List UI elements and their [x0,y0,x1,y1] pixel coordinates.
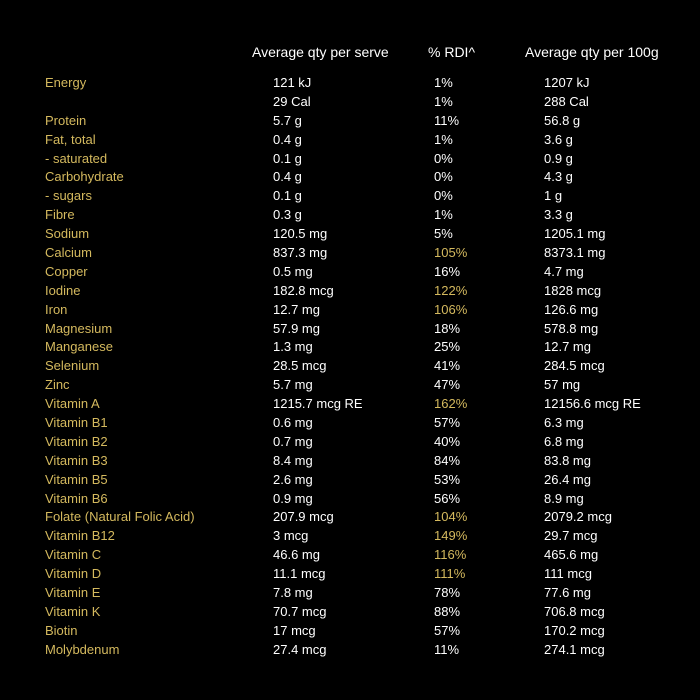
per-100g-value: 578.8 mg [544,320,599,336]
per-serve-value: 2.6 mg [273,471,313,487]
nutrient-name: Vitamin B12 [45,528,115,544]
nutrient-name: Copper [45,263,88,279]
table-row [0,112,700,131]
table-row [0,131,700,150]
rdi-value: 11% [434,112,460,128]
nutrient-name: Vitamin B6 [45,490,108,506]
nutrient-name: - saturated [45,150,108,166]
table-row [0,263,700,282]
table-row [0,641,700,660]
table-row [0,244,700,263]
table-row [0,168,700,187]
per-100g-value: 284.5 mcg [544,358,605,374]
rdi-value: 78% [434,585,461,601]
nutrient-name: Manganese [45,339,113,355]
table-row [0,546,700,565]
per-serve-value: 46.6 mg [273,547,320,563]
table-row [0,74,700,93]
per-100g-value: 26.4 mg [544,471,591,487]
table-row [0,320,700,339]
table-row [0,395,700,414]
per-100g-value: 77.6 mg [544,585,591,601]
per-serve-value: 0.4 g [273,131,302,147]
table-row [0,376,700,395]
table-row [0,187,700,206]
rdi-value: 149% [434,528,468,544]
rdi-value: 57% [434,622,461,638]
rdi-value: 0% [434,150,453,166]
table-row [0,206,700,225]
nutrient-name: Molybdenum [45,641,120,657]
rdi-value: 1% [434,75,453,90]
rdi-value: 1% [434,93,453,109]
per-serve-value: 120.5 mg [273,226,328,242]
per-100g-value: 1 g [544,188,563,204]
table-row [0,603,700,622]
per-serve-value: 837.3 mg [273,245,328,261]
nutrient-name: Sodium [45,226,90,242]
nutrient-name: - sugars [45,188,92,204]
per-100g-value: 12.7 mg [544,339,591,355]
table-row [0,301,700,320]
table-row [0,357,700,376]
per-serve-value: 1215.7 mcg RE [273,396,363,412]
nutrient-name: Vitamin E [45,585,101,601]
rdi-value: 0% [434,169,453,185]
nutrient-name: Vitamin K [45,603,101,619]
per-serve-value: 0.9 mg [273,490,313,506]
nutrient-name: Vitamin D [45,566,102,582]
per-100g-value: 12156.6 mcg RE [544,396,641,412]
per-100g-value: 4.7 mg [544,263,584,279]
per-100g-value: 274.1 mcg [544,641,605,657]
rdi-value: 56% [434,490,461,506]
table-row [0,414,700,433]
per-serve-value: 121 kJ [273,75,312,90]
per-serve-value: 0.4 g [273,169,302,185]
per-serve-value: 0.5 mg [273,263,313,279]
per-serve-value: 7.8 mg [273,585,313,601]
nutrient-name: Folate (Natural Folic Acid) [45,509,195,525]
rdi-value: 5% [434,226,453,242]
per-serve-value: 17 mcg [273,622,316,638]
table-row [0,622,700,641]
nutrient-name: Energy [45,75,87,90]
per-serve-value: 5.7 g [273,112,302,128]
per-serve-value: 8.4 mg [273,452,313,468]
rdi-value: 53% [434,471,461,487]
nutrient-name: Biotin [45,622,78,638]
per-100g-value: 1205.1 mg [544,226,606,242]
per-100g-value: 3.6 g [544,131,573,147]
table-row [0,471,700,490]
rdi-value: 106% [434,301,468,317]
nutrient-name: Vitamin B2 [45,433,108,449]
nutrient-name: Carbohydrate [45,169,124,185]
rdi-value: 105% [434,245,468,261]
nutrient-name: Iron [45,301,68,317]
nutrient-name: Fibre [45,207,75,223]
per-100g-value: 8.9 mg [544,490,584,506]
per-serve-value: 11.1 mcg [273,566,326,582]
header-rdi: % RDI^ [428,44,476,60]
rdi-value: 1% [434,207,453,223]
per-100g-value: 8373.1 mg [544,245,606,261]
per-100g-value: 6.8 mg [544,433,584,449]
per-100g-value: 57 mg [544,377,581,393]
per-serve-value: 182.8 mcg [273,282,334,298]
table-row [0,93,700,112]
nutrient-name: Protein [45,112,87,128]
per-100g-value: 126.6 mg [544,301,599,317]
table-row [0,584,700,603]
rdi-value: 0% [434,188,453,204]
rdi-value: 40% [434,433,461,449]
header-per-serve: Average qty per serve [252,44,389,60]
per-serve-value: 0.7 mg [273,433,313,449]
header-per-100g: Average qty per 100g [525,44,659,60]
per-100g-value: 29.7 mcg [544,528,598,544]
table-row [0,433,700,452]
per-100g-value: 83.8 mg [544,452,591,468]
per-serve-value: 1.3 mg [273,339,313,355]
rdi-value: 116% [434,547,467,563]
per-serve-value: 0.3 g [273,207,302,223]
table-row [0,225,700,244]
nutrient-name: Magnesium [45,320,113,336]
table-row [0,338,700,357]
nutrient-name: Vitamin B1 [45,415,108,431]
nutrient-name: Fat, total [45,131,96,147]
rdi-value: 84% [434,452,461,468]
nutrient-name: Zinc [45,377,70,393]
rdi-value: 11% [434,641,460,657]
rdi-value: 1% [434,131,453,147]
table-row [0,565,700,584]
rdi-value: 162% [434,396,468,412]
per-100g-value: 170.2 mcg [544,622,605,638]
rdi-value: 122% [434,282,468,298]
per-serve-value: 0.6 mg [273,415,313,431]
per-serve-value: 5.7 mg [273,377,313,393]
nutrient-name: Selenium [45,358,100,374]
rdi-value: 41% [434,358,461,374]
table-row [0,527,700,546]
per-100g-value: 1207 kJ [544,75,590,90]
per-serve-value: 28.5 mcg [273,358,327,374]
per-100g-value: 465.6 mg [544,547,599,563]
per-100g-value: 4.3 g [544,169,573,185]
table-row [0,490,700,509]
rdi-value: 25% [434,339,461,355]
rdi-value: 88% [434,603,461,619]
per-serve-value: 3 mcg [273,528,309,544]
per-serve-value: 27.4 mcg [273,641,327,657]
nutrient-name: Vitamin A [45,396,100,412]
rdi-value: 47% [434,377,461,393]
per-100g-value: 706.8 mcg [544,603,605,619]
per-100g-value: 56.8 g [544,112,581,128]
per-100g-value: 2079.2 mcg [544,509,612,525]
per-serve-value: 70.7 mcg [273,603,327,619]
rdi-value: 111% [434,566,466,582]
table-row [0,150,700,169]
nutrient-name: Vitamin B3 [45,452,108,468]
table-row [0,508,700,527]
per-100g-value: 6.3 mg [544,415,584,431]
rdi-value: 104% [434,509,468,525]
per-serve-value: 29 Cal [273,93,311,109]
per-serve-value: 0.1 g [273,188,302,204]
per-serve-value: 0.1 g [273,150,302,166]
per-100g-value: 288 Cal [544,93,589,109]
per-100g-value: 111 mcg [544,566,592,582]
nutrient-table [0,74,700,660]
rdi-value: 57% [434,415,461,431]
rdi-value: 16% [434,263,461,279]
per-serve-value: 57.9 mg [273,320,320,336]
nutrient-name: Calcium [45,245,92,261]
rdi-value: 18% [434,320,461,336]
per-serve-value: 207.9 mcg [273,509,334,525]
per-100g-value: 1828 mcg [544,282,602,298]
table-row [0,452,700,471]
table-row [0,282,700,301]
per-100g-value: 0.9 g [544,150,573,166]
nutrient-name: Iodine [45,282,81,298]
nutrient-name: Vitamin B5 [45,471,108,487]
per-100g-value: 3.3 g [544,207,573,223]
per-serve-value: 12.7 mg [273,301,320,317]
nutrient-name: Vitamin C [45,547,102,563]
